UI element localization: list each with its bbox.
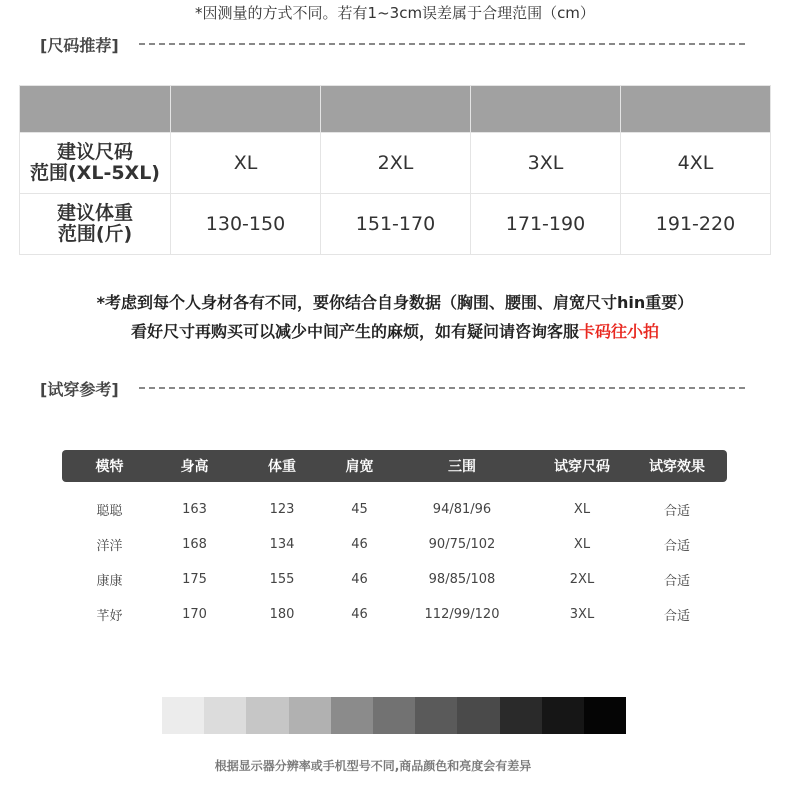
model-name: 康康: [96, 574, 123, 589]
fit-result: 合适: [663, 574, 690, 589]
table-row: [62, 527, 727, 562]
display-disclaimer: 根据显示器分辨率或手机型号不同,商品颜色和亮度会有差异: [214, 759, 532, 773]
tryon-section-title: [试穿参考]: [40, 379, 119, 399]
table-header-row: [20, 86, 771, 133]
gray-swatch: [500, 697, 542, 734]
size-section-header: [40, 32, 745, 56]
weight-value: 155: [269, 572, 295, 587]
weight-value: 171-190: [471, 194, 621, 255]
header-cell: [621, 86, 771, 133]
header-cell: [471, 86, 621, 133]
notice-highlight: 卡码往小拍: [579, 322, 660, 341]
size-section-title: [尺码推荐]: [40, 35, 119, 55]
header-cell: [20, 86, 171, 133]
shoulder-value: 46: [351, 572, 368, 587]
notice-line-1: *考虑到每个人身材各有不同，要你结合自身数据（胸围、腰围、肩宽尺寸hin重要）: [96, 293, 694, 312]
gray-swatch: [162, 697, 204, 734]
column-header: 肩宽: [345, 459, 374, 475]
row-label-line: 范围(XL-5XL): [30, 162, 160, 184]
weight-value: 151-170: [321, 194, 471, 255]
column-header: 试穿效果: [649, 459, 705, 475]
height-value: 170: [182, 607, 207, 622]
tryon-section-header: [40, 376, 745, 400]
height-value: 175: [182, 572, 207, 587]
fit-result: 合适: [663, 539, 690, 554]
weight-value: 123: [269, 502, 295, 517]
header-cell: [171, 86, 321, 133]
gray-swatch: [331, 697, 373, 734]
table-row: [62, 597, 727, 632]
size-value: 3XL: [471, 133, 621, 194]
gray-swatch: [584, 697, 626, 734]
column-header: 模特: [95, 459, 124, 475]
color-calibration-strip: [162, 697, 626, 734]
gray-swatch: [415, 697, 457, 734]
shoulder-value: 45: [351, 502, 368, 517]
header-cell: [321, 86, 471, 133]
tryon-size: XL: [573, 537, 591, 552]
column-header: 体重: [268, 459, 296, 475]
row-label-line: 建议体重: [56, 202, 133, 224]
tryon-size: 3XL: [569, 607, 595, 622]
table-row: [62, 492, 727, 527]
measurement-note: *因测量的方式不同。若有1~3cm误差属于合理范围（cm）: [195, 4, 595, 22]
notice-text: 看好尺寸再购买可以减少中间产生的麻烦，如有疑问请咨询客服: [130, 322, 579, 341]
gray-swatch: [373, 697, 415, 734]
measurements-value: 90/75/102: [428, 537, 496, 552]
dashed-divider: [139, 387, 745, 389]
gray-swatch: [246, 697, 288, 734]
fit-result: 合适: [663, 609, 690, 624]
model-name: 聪聪: [96, 504, 123, 519]
column-header: 身高: [180, 459, 209, 475]
gray-swatch: [542, 697, 584, 734]
fit-result: 合适: [663, 504, 690, 519]
shoulder-value: 46: [351, 537, 368, 552]
tryon-table-header: [62, 450, 727, 482]
gray-swatch: [204, 697, 246, 734]
shoulder-value: 46: [351, 607, 368, 622]
model-name: 洋洋: [96, 539, 123, 554]
measurements-value: 112/99/120: [424, 607, 500, 622]
weight-value: 180: [269, 607, 295, 622]
measurements-value: 98/85/108: [428, 572, 496, 587]
size-value: 4XL: [621, 133, 771, 194]
gray-swatch: [457, 697, 499, 734]
notice-line-2: [0, 319, 790, 342]
measurements-value: 94/81/96: [432, 502, 492, 517]
dashed-divider: [139, 43, 745, 45]
weight-value: 191-220: [621, 194, 771, 255]
table-row: [62, 562, 727, 597]
model-name: 芊妤: [96, 609, 123, 624]
size-row: [20, 133, 771, 194]
size-value: XL: [171, 133, 321, 194]
weight-value: 130-150: [171, 194, 321, 255]
size-value: 2XL: [321, 133, 471, 194]
tryon-size: XL: [573, 502, 591, 517]
row-label-line: 建议尺码: [56, 141, 133, 163]
row-label: [20, 133, 171, 194]
height-value: 168: [182, 537, 207, 552]
weight-row: [20, 194, 771, 255]
row-label: [20, 194, 171, 255]
column-header: 试穿尺码: [554, 459, 610, 475]
height-value: 163: [182, 502, 207, 517]
size-recommendation-table: [19, 85, 771, 255]
row-label-line: 范围(斤): [57, 223, 133, 245]
gray-swatch: [289, 697, 331, 734]
tryon-size: 2XL: [569, 572, 595, 587]
column-header: 三围: [448, 459, 476, 475]
weight-value: 134: [269, 537, 295, 552]
